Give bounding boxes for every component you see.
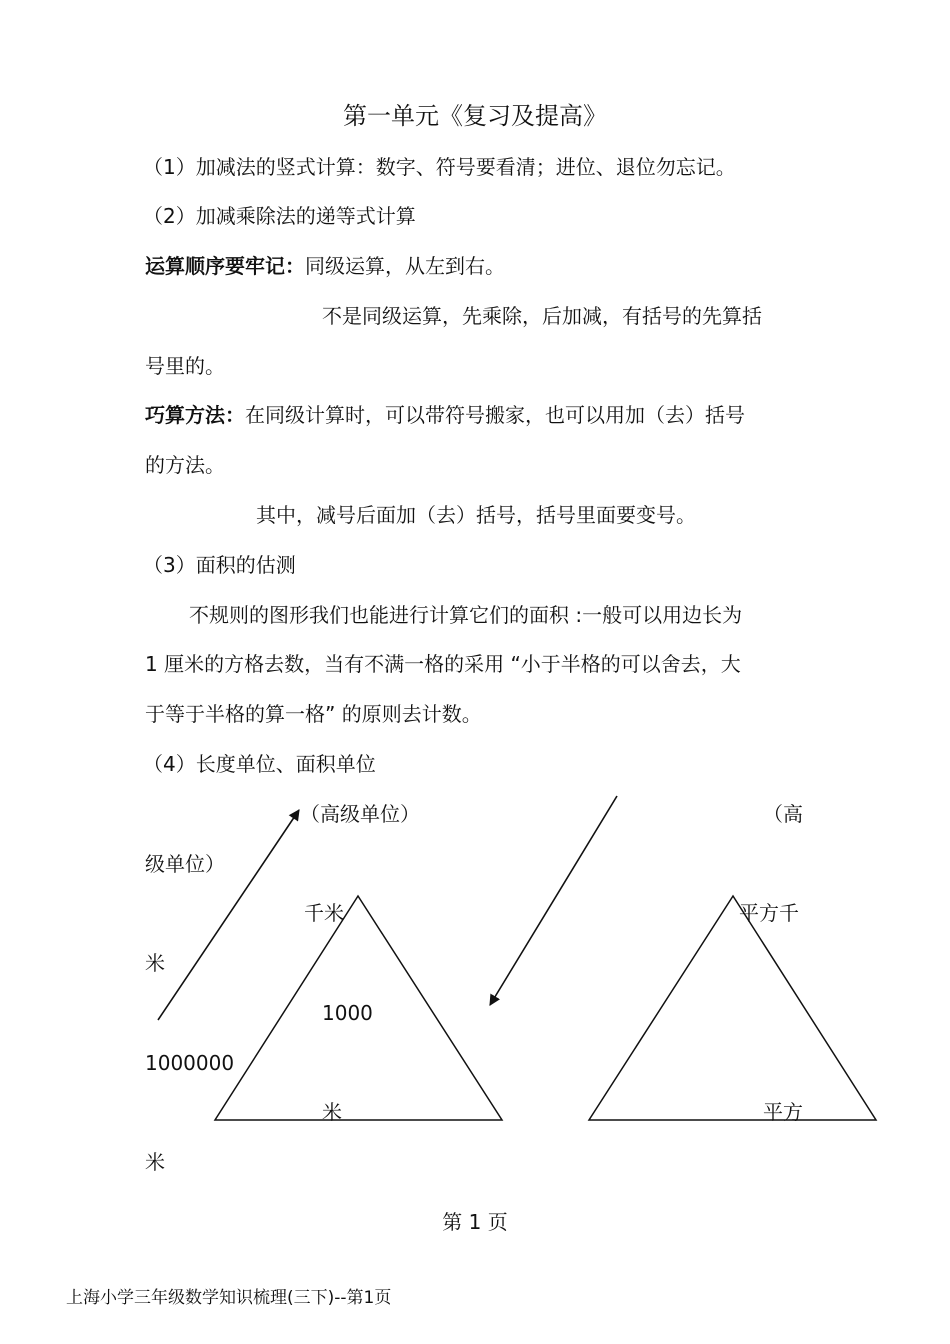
trick-method-text: 在同级计算时，可以带符号搬家，也可以用加（去）括号 bbox=[245, 403, 745, 427]
up-arrow bbox=[158, 810, 299, 1020]
square-meter-label-b: 米 bbox=[145, 1150, 165, 1174]
square-kilometer-label-b: 米 bbox=[145, 951, 165, 975]
higher-unit-label-right-b: 级单位） bbox=[145, 852, 225, 876]
estimate-text-3: 于等于半格的算一格” 的原则去计数。 bbox=[145, 702, 482, 726]
section-1-vertical-calc: （1）加减法的竖式计算：数字、符号要看清；进位、退位勿忘记。 bbox=[143, 155, 736, 179]
trick-method-label: 巧算方法： bbox=[145, 403, 245, 427]
square-meter-label-a: 平方 bbox=[763, 1100, 803, 1124]
estimate-text-1: 不规则的图形我们也能进行计算它们的面积 :一般可以用边长为 bbox=[189, 603, 743, 627]
page-title: 第一单元《复习及提高》 bbox=[343, 102, 607, 130]
order-rule-text: 同级运算，从左到右。 bbox=[305, 254, 505, 278]
down-arrow bbox=[490, 796, 617, 1005]
section-3-heading: （3）面积的估测 bbox=[143, 553, 296, 577]
higher-unit-label-left: （高级单位） bbox=[300, 802, 420, 826]
order-rule-text-2: 不是同级运算，先乘除，后加减，有括号的先算括 bbox=[322, 304, 762, 328]
meter-label: 米 bbox=[322, 1100, 342, 1124]
kilometer-label: 千米 bbox=[304, 901, 344, 925]
estimate-text-2: 1 厘米的方格去数，当有不满一格的采用 “小于半格的可以舍去，大 bbox=[145, 652, 741, 676]
area-unit-triangle bbox=[589, 896, 876, 1120]
order-rule-text-3: 号里的。 bbox=[145, 354, 225, 378]
trick-method-text-3: 其中，减号后面加（去）括号，括号里面要变号。 bbox=[256, 503, 696, 527]
section-4-heading: （4）长度单位、面积单位 bbox=[143, 752, 376, 776]
length-ratio: 1000 bbox=[322, 1001, 373, 1025]
higher-unit-label-right-a: （高 bbox=[763, 802, 803, 826]
order-rule-label: 运算顺序要牢记： bbox=[145, 254, 305, 278]
area-ratio: 1000000 bbox=[145, 1051, 235, 1075]
footer-text: 上海小学三年级数学知识梳理(三下)--第1页 bbox=[66, 1288, 392, 1308]
trick-method-text-2: 的方法。 bbox=[145, 453, 225, 477]
square-kilometer-label-a: 平方千 bbox=[739, 901, 799, 925]
page-number: 第 1 页 bbox=[442, 1210, 508, 1234]
section-2-heading: （2）加减乘除法的递等式计算 bbox=[143, 204, 416, 228]
